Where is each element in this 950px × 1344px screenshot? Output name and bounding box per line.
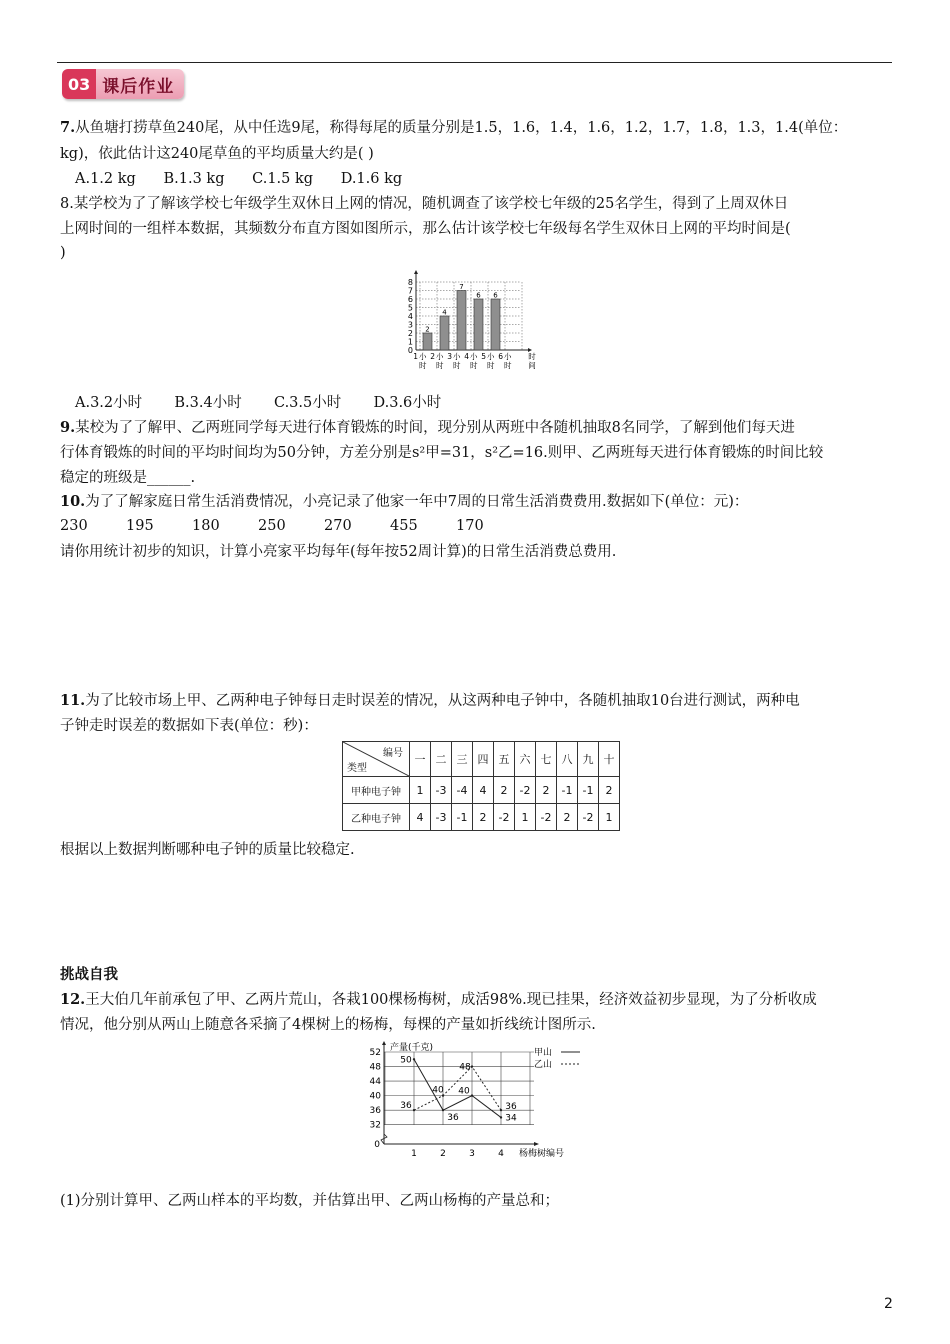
y-tick-label: 2 — [407, 329, 413, 338]
q8-options: A.3.2小时 B.3.4小时 C.3.5小时 D.3.6小时 — [75, 395, 442, 411]
histogram-bar — [491, 299, 500, 350]
q7-options: A.1.2 kg B.1.3 kg C.1.5 kg D.1.6 kg — [75, 171, 403, 187]
y-tick-label: 48 — [369, 1062, 381, 1073]
y-tick-label: 0 — [374, 1140, 380, 1150]
table-header: 一 — [410, 742, 431, 777]
q12-line2: 情况，他分别从两山上随意各采摘了4棵树上的杨梅，每棵的产量如折线统计图所示. — [60, 1017, 596, 1033]
x-tick-label-unit: 时 — [470, 361, 478, 370]
q12-sub1: (1)分别计算甲、乙两山样本的平均数，并估算出甲、乙两山杨梅的产量总和； — [60, 1193, 560, 1209]
table-cell: 4 — [473, 777, 494, 804]
histogram-chart — [398, 266, 538, 376]
x-tick-label: 1 — [411, 1149, 417, 1159]
table-cell: 2 — [599, 777, 620, 804]
table-cell: 2 — [536, 777, 557, 804]
x-tick-label: 5 — [481, 352, 486, 361]
table-cell: 2 — [473, 804, 494, 831]
y-tick-label: 1 — [407, 337, 413, 347]
y-tick-label: 52 — [369, 1048, 381, 1058]
y-tick-label: 0 — [407, 346, 413, 355]
q8-line1 — [60, 191, 892, 217]
table-cell: -2 — [536, 804, 557, 831]
x-tick-label: 3 — [447, 352, 452, 361]
table-cell: -2 — [494, 804, 515, 831]
q9-line1 — [60, 415, 892, 441]
row-label: 甲种电子钟 — [343, 777, 410, 804]
x-tick-label: 3 — [469, 1149, 475, 1159]
q12-number: 12. — [60, 991, 86, 1008]
q9-line3: 稳定的班级是______. — [60, 470, 196, 486]
series-jia-point — [500, 1116, 502, 1118]
x-tick-label: 4 — [498, 1149, 504, 1159]
q11-text1: 为了比较市场上甲、乙两种电子钟每日走时误差的情况，从这两种电子钟中，各随机抽取10台进行测试，两种电 — [85, 693, 800, 709]
data-label: 40 — [458, 1086, 470, 1097]
table-cell: 1 — [515, 804, 536, 831]
q11-line3: 根据以上数据判断哪种电子钟的质量比较稳定. — [60, 842, 355, 858]
series-jia-point — [413, 1058, 415, 1060]
q8-line3: ) — [60, 245, 66, 261]
y-tick-label: 36 — [369, 1106, 381, 1117]
bar-label: 2 — [425, 325, 430, 334]
table-row — [343, 777, 620, 804]
series-yi-point — [471, 1065, 473, 1067]
data-label: 34 — [505, 1113, 517, 1124]
histogram-bar — [423, 333, 432, 350]
series-jia-point — [471, 1094, 473, 1096]
bar-label: 6 — [476, 291, 481, 300]
histogram-bar — [457, 291, 466, 351]
x-tick-label: 1 — [413, 352, 418, 361]
data-label: 50 — [400, 1055, 412, 1066]
q10-value: 195 — [126, 518, 154, 534]
challenge-title: 挑战自我 — [60, 967, 118, 983]
q9-line2: 行体育锻炼的时间的平均时间均为50分钟，方差分别是s²甲=31，s²乙=16.则甲、乙两班每天进行体育锻炼的时间比较 — [60, 445, 824, 461]
table-header: 十 — [599, 742, 620, 777]
table-cell: -2 — [515, 777, 536, 804]
top-rule — [57, 62, 892, 63]
table-cell: 2 — [494, 777, 515, 804]
q10-line1 — [60, 489, 892, 515]
q10-line2: 请你用统计初步的知识，计算小亮家平均每年(每年按52周计算)的日常生活消费总费用. — [60, 544, 617, 560]
series-yi-point — [413, 1109, 415, 1111]
x-tick-label-unit: 小 — [436, 352, 444, 361]
q12-line1 — [60, 987, 892, 1013]
table-header: 三 — [452, 742, 473, 777]
data-label: 36 — [505, 1102, 517, 1113]
page-number: 2 — [884, 1296, 893, 1312]
section-badge — [62, 69, 184, 99]
table-cell: -1 — [557, 777, 578, 804]
y-axis-arrow — [382, 1041, 386, 1045]
data-label: 36 — [447, 1113, 459, 1124]
q7-text1: 从鱼塘打捞草鱼240尾，从中任选9尾，称得每尾的质量分别是1.5，1.6，1.4，1.6，1.2，1.7，1.8，1.3，1.4(单位： — [75, 120, 848, 136]
q8-number: 8. — [60, 196, 74, 212]
histogram-bar — [440, 316, 449, 350]
x-tick-label: 2 — [440, 1149, 446, 1159]
bar-label: 4 — [442, 308, 447, 317]
data-label: 36 — [400, 1101, 412, 1112]
table-cell: 1 — [410, 777, 431, 804]
q11-line1 — [60, 688, 892, 714]
q7-number: 7. — [60, 119, 76, 136]
y-tick-label: 40 — [369, 1091, 381, 1102]
table-cell: 4 — [410, 804, 431, 831]
data-label: 40 — [432, 1085, 444, 1096]
q11-line2: 子钟走时误差的数据如下表(单位：秒)： — [60, 718, 318, 734]
y-axis-label: 产量(千克) — [390, 1043, 434, 1053]
y-tick-label: 4 — [407, 312, 413, 321]
q8-text1: 某学校为了了解该学校七年级学生双休日上网的情况，随机调查了该学校七年级的25名学生，得到了上周双休日 — [73, 196, 789, 212]
clock-error-table — [342, 741, 620, 831]
x-axis-label: 时 — [528, 352, 536, 361]
q9-number: 9. — [60, 419, 76, 436]
x-tick-label-unit: 时 — [504, 361, 512, 370]
q10-number: 10. — [60, 493, 86, 510]
y-tick-label: 7 — [407, 286, 413, 296]
table-cell: -4 — [452, 777, 473, 804]
y-tick-label: 3 — [407, 320, 413, 330]
x-axis-label: 间 — [528, 361, 536, 370]
bar-label: 7 — [459, 283, 464, 291]
table-corner-cell — [343, 742, 410, 777]
table-cell: -1 — [578, 777, 599, 804]
histogram-bar — [474, 299, 483, 350]
x-tick-label-unit: 时 — [487, 361, 495, 370]
x-tick-label-unit: 小 — [419, 352, 427, 361]
q7-line1 — [60, 115, 892, 141]
row-label: 乙种电子钟 — [343, 804, 410, 831]
y-tick-label: 6 — [407, 295, 413, 304]
q10-value: 170 — [456, 518, 484, 534]
q10-value: 230 — [60, 518, 88, 534]
corner-label-top: 编号 — [383, 748, 403, 759]
badge-number: 03 — [62, 69, 96, 99]
x-tick-label: 4 — [464, 352, 469, 361]
q8-line2: 上网时间的一组样本数据，其频数分布直方图如图所示，那么估计该学校七年级每名学生双休日上网的平均时间是( — [60, 221, 791, 237]
line-chart — [354, 1040, 594, 1160]
q10-value: 455 — [390, 518, 418, 534]
q10-value: 270 — [324, 518, 352, 534]
x-tick-label-unit: 小 — [470, 352, 478, 361]
x-tick-label-unit: 时 — [436, 361, 444, 370]
x-axis-label: 杨梅树编号 — [519, 1149, 565, 1159]
x-tick-label-unit: 小 — [453, 352, 461, 361]
y-tick-label: 8 — [407, 278, 413, 287]
q12-text1: 王大伯几年前承包了甲、乙两片荒山，各栽100棵杨梅树，成活98%.现已挂果，经济效益初步显现，为了分析收成 — [85, 992, 817, 1008]
corner-label-bottom: 类型 — [347, 763, 367, 774]
table-header: 四 — [473, 742, 494, 777]
table-cell: -2 — [578, 804, 599, 831]
x-tick-label: 6 — [498, 352, 503, 361]
legend-label: 甲山 — [534, 1048, 553, 1058]
q10-value: 180 — [192, 518, 220, 534]
badge-title: 课后作业 — [96, 69, 184, 99]
x-tick-label-unit: 小 — [504, 352, 512, 361]
x-axis-arrow — [534, 1142, 539, 1146]
legend-label: 乙山 — [534, 1060, 553, 1070]
y-axis-arrow — [414, 270, 418, 274]
x-tick-label-unit: 时 — [453, 361, 461, 370]
table-row — [343, 804, 620, 831]
table-cell: -3 — [431, 777, 452, 804]
table-cell: -1 — [452, 804, 473, 831]
table-header: 九 — [578, 742, 599, 777]
q10-value: 250 — [258, 518, 286, 534]
table-cell: 2 — [557, 804, 578, 831]
q11-number: 11. — [60, 692, 86, 709]
q10-text1: 为了了解家庭日常生活消费情况，小亮记录了他家一年中7周的日常生活消费费用.数据如下(单位：元)： — [85, 494, 749, 510]
table-header: 六 — [515, 742, 536, 777]
y-tick-label: 44 — [369, 1077, 381, 1088]
y-tick-label: 5 — [407, 303, 413, 313]
q9-text1: 某校为了了解甲、乙两班同学每天进行体育锻炼的时间，现分别从两班中各随机抽取8名同学，了解到他们每天进 — [75, 420, 795, 436]
q10-values — [60, 514, 522, 538]
table-header: 八 — [557, 742, 578, 777]
table-header: 七 — [536, 742, 557, 777]
x-tick-label: 2 — [430, 352, 435, 361]
y-tick-label: 32 — [369, 1120, 381, 1131]
q7-line2: kg)，依此估计这240尾草鱼的平均质量大约是( ) — [60, 146, 374, 162]
x-tick-label-unit: 时 — [419, 361, 427, 370]
table-header-row — [343, 742, 620, 777]
x-tick-label-unit: 小 — [487, 352, 495, 361]
table-header: 五 — [494, 742, 515, 777]
series-jia-point — [442, 1109, 444, 1111]
table-cell: -3 — [431, 804, 452, 831]
table-header: 二 — [431, 742, 452, 777]
table-cell: 1 — [599, 804, 620, 831]
data-label: 48 — [459, 1062, 471, 1073]
series-yi-point — [500, 1109, 502, 1111]
bar-label: 6 — [493, 291, 498, 300]
